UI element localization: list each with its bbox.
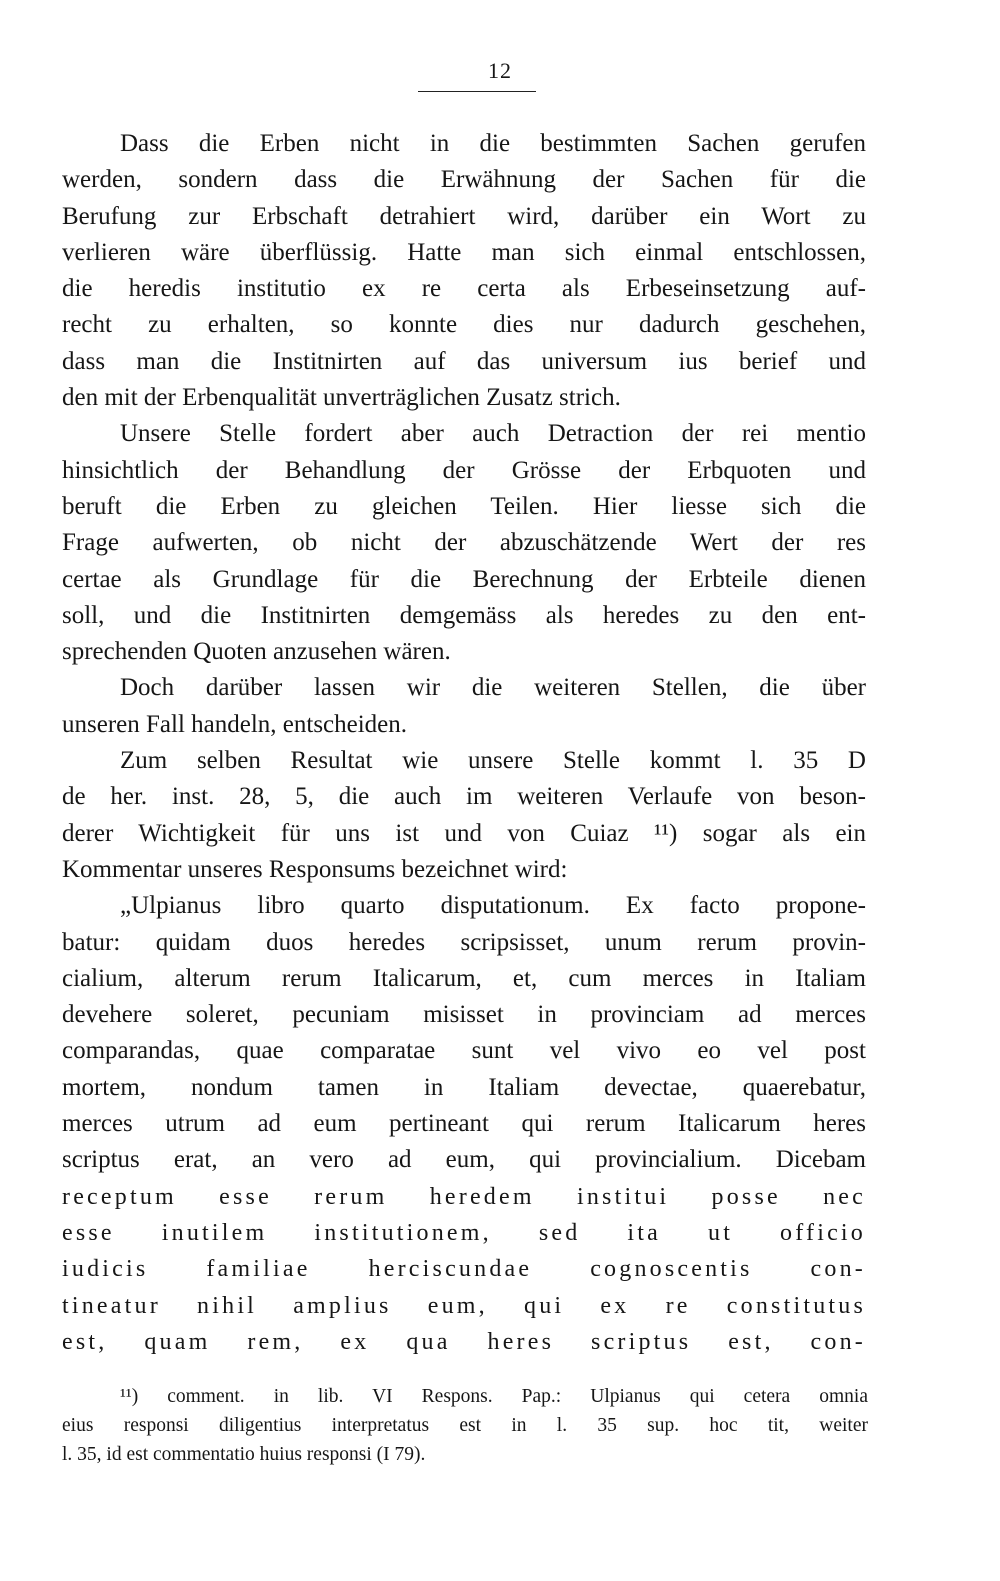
- text-line: die heredis institutio ex re certa als Erbeseinsetzung auf-: [62, 275, 866, 303]
- page-number: 12: [488, 58, 512, 83]
- text-line: comparandas, quae comparatae sunt vel vivo eo vel post: [62, 1037, 866, 1065]
- text-line: Doch darüber lassen wir die weiteren Stellen, die über: [120, 674, 866, 702]
- text-line: mortem, nondum tamen in Italiam devectae, quaerebatur,: [62, 1073, 866, 1101]
- text-line: den mit der Erbenqualität unverträglichen Zusatz strich.: [62, 384, 621, 412]
- text-line: verlieren wäre überflüssig. Hatte man sich einmal entschlossen,: [62, 238, 866, 266]
- text-line: dass man die Institnirten auf das universum ius berief und: [62, 347, 866, 375]
- text-line: Kommentar unseres Responsums bezeichnet wird:: [62, 855, 568, 883]
- text-line: scriptus erat, an vero ad eum, qui provincialium. Dicebam: [62, 1146, 866, 1174]
- text-line: werden, sondern dass die Erwähnung der Sachen für die: [62, 166, 866, 194]
- footnotes: [62, 1382, 868, 1469]
- text-line: est, quam rem, ex qua heres scriptus est, con-: [62, 1328, 866, 1355]
- text-line: cialium, alterum rerum Italicarum, et, cum merces in Italiam: [62, 964, 866, 992]
- text-line: certae als Grundlage für die Berechnung der Erbteile dienen: [62, 565, 866, 593]
- text-line: unseren Fall handeln, entscheiden.: [62, 710, 408, 738]
- text-line: de her. inst. 28, 5, die auch im weiteren Verlaufe von beson-: [62, 783, 866, 811]
- text-line: esse inutilem institutionem, sed ita ut officio: [62, 1219, 866, 1246]
- footnote-line: eius responsi diligentius interpretatus est in l. 35 sup. hoc tit, weiter: [62, 1415, 868, 1436]
- text-line: Unsere Stelle fordert aber auch Detraction der rei mentio: [120, 420, 866, 448]
- footnote-line: l. 35, id est commentatio huius responsi (I 79).: [62, 1444, 426, 1465]
- footnote-line: ¹¹) comment. in lib. VI Respons. Pap.: Ulpianus qui cetera omnia: [120, 1386, 868, 1407]
- text-line: iudicis familiae herciscundae cognoscentis con-: [62, 1256, 866, 1283]
- text-line: recht zu erhalten, so konnte dies nur dadurch geschehen,: [62, 311, 866, 339]
- text-line: Dass die Erben nicht in die bestimmten Sachen gerufen: [120, 130, 866, 157]
- text-line: sprechenden Quoten anzusehen wären.: [62, 638, 451, 666]
- text-line: soll, und die Institnirten demgemäss als heredes zu den ent-: [62, 601, 866, 629]
- text-line: merces utrum ad eum pertineant qui rerum Italicarum heres: [62, 1110, 866, 1138]
- text-line: devehere soleret, pecuniam misisset in provinciam ad merces: [62, 1001, 866, 1029]
- text-line: derer Wichtigkeit für uns ist und von Cuiaz ¹¹) sogar als ein: [62, 819, 866, 847]
- body-text: [62, 126, 866, 1360]
- text-line: receptum esse rerum heredem institui posse nec: [62, 1183, 866, 1210]
- text-line: Frage aufwerten, ob nicht der abzuschätzende Wert der res: [62, 529, 866, 557]
- text-line: Zum selben Resultat wie unsere Stelle kommt l. 35 D: [120, 747, 866, 775]
- text-line: beruft die Erben zu gleichen Teilen. Hier liesse sich die: [62, 492, 866, 520]
- text-line: „Ulpianus libro quarto disputationum. Ex facto propone-: [120, 892, 866, 920]
- text-line: batur: quidam duos heredes scripsisset, unum rerum provin-: [62, 928, 866, 956]
- text-line: hinsichtlich der Behandlung der Grösse der Erbquoten und: [62, 456, 866, 484]
- text-line: Berufung zur Erbschaft detrahiert wird, darüber ein Wort zu: [62, 202, 866, 230]
- page-number-rule: [418, 91, 536, 92]
- text-line: tineatur nihil amplius eum, qui ex re constitutus: [62, 1292, 866, 1319]
